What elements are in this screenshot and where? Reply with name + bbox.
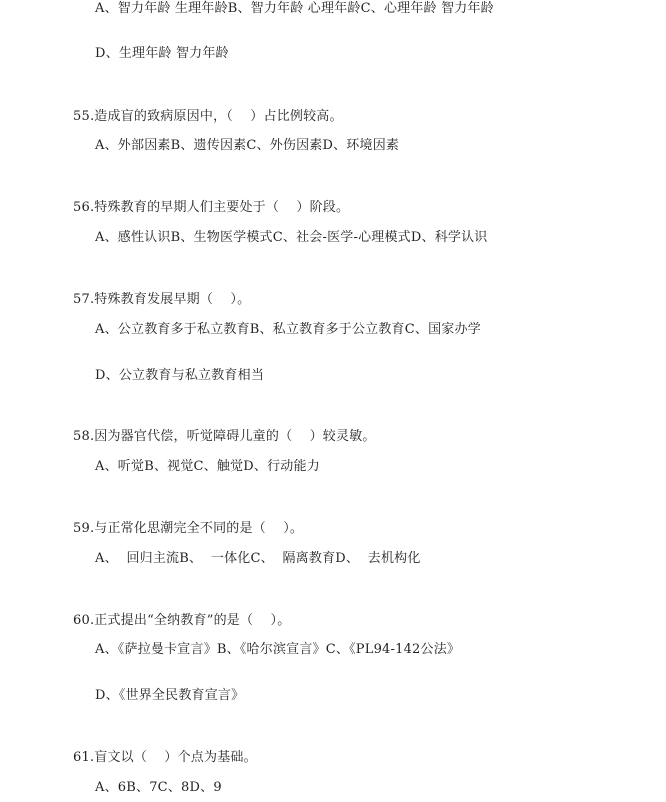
question-60: 60.正式提出“全纳教育”的是（ ）。 — [73, 613, 291, 628]
q54-option-d: D、生理年龄 智力年龄 — [95, 46, 229, 61]
q60-option-d: D、《世界全民教育宣言》 — [95, 688, 245, 703]
question-59: 59.与正常化思潮完全不同的是（ ）。 — [73, 521, 304, 536]
question-56: 56.特殊教育的早期人们主要处于（ ）阶段。 — [73, 200, 350, 215]
q58-options: A、听觉B、视觉C、触觉D、行动能力 — [95, 459, 320, 474]
q60-options-abc: A、《萨拉曼卡宣言》B、《哈尔滨宣言》C、《PL94-142公法》 — [95, 642, 461, 657]
q57-option-d: D、公立教育与私立教育相当 — [95, 368, 265, 383]
question-57: 57.特殊教育发展早期（ ）。 — [73, 292, 251, 307]
question-55: 55.造成盲的致病原因中，（ ）占比例较高。 — [73, 109, 343, 124]
q56-options: A、感性认识B、生物医学模式C、社会-医学-心理模式D、科学认识 — [95, 230, 488, 245]
q55-options: A、外部因素B、遗传因素C、外伤因素D、环境因素 — [95, 138, 400, 153]
q57-options-abc: A、公立教育多于私立教育B、私立教育多于公立教育C、国家办学 — [95, 322, 481, 337]
question-61: 61.盲文以（ ）个点为基础。 — [73, 750, 257, 765]
question-58: 58.因为器官代偿，听觉障碍儿童的（ ）较灵敏。 — [73, 429, 376, 444]
q59-options: A、 回归主流B、 一体化C、 隔离教育D、 去机构化 — [95, 551, 421, 566]
q54-options-abc: A、智力年龄 生理年龄B、智力年龄 心理年龄C、心理年龄 智力年龄 — [95, 1, 494, 16]
q61-options: A、6B、7C、8D、9 — [95, 780, 222, 795]
